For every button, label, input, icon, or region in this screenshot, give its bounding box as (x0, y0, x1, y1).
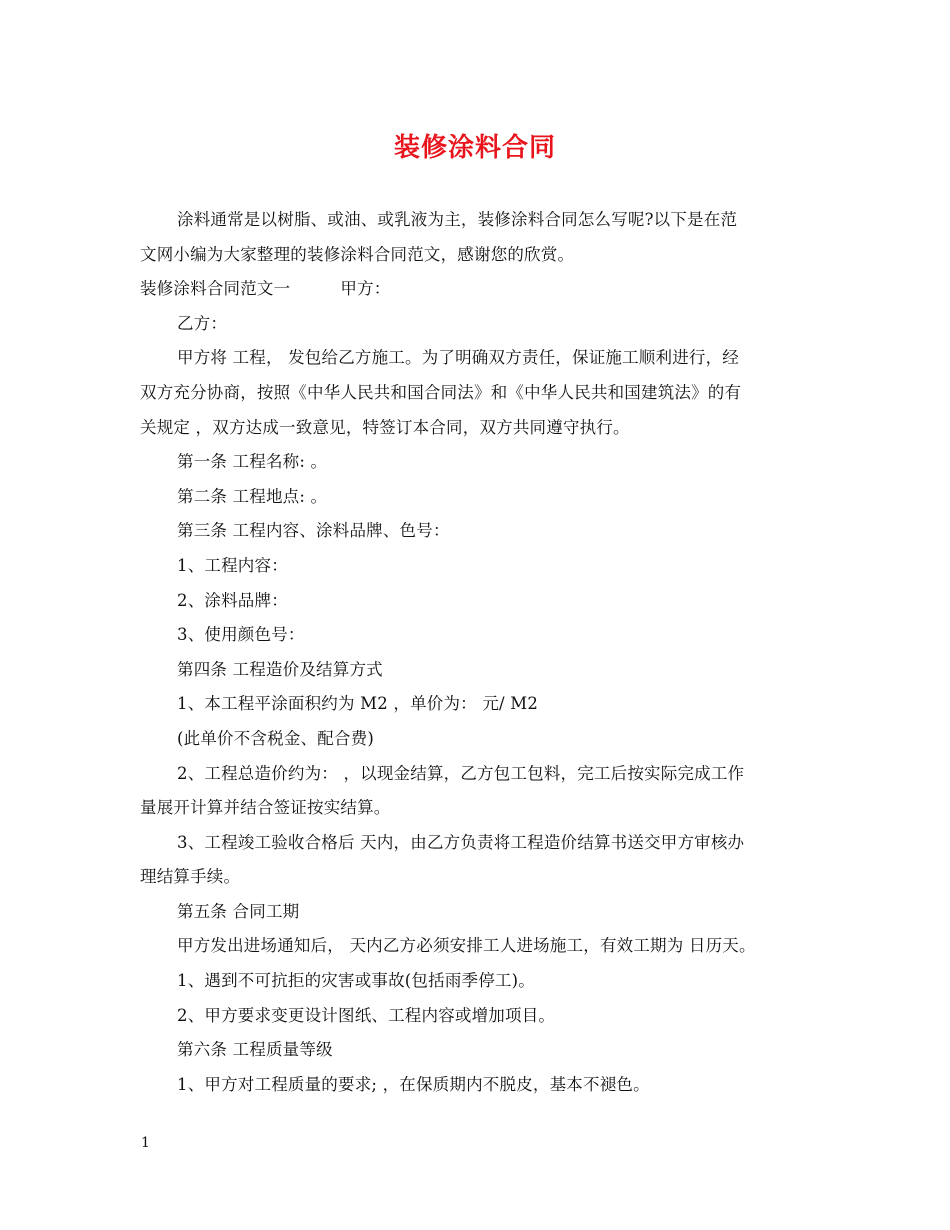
paragraph-line: 文网小编为大家整理的装修涂料合同范文，感谢您的欣赏。 (140, 244, 575, 264)
paragraph-line: 2、涂料品牌： (177, 590, 288, 610)
paragraph-line: 第四条 工程造价及结算方式 (177, 659, 383, 679)
paragraph-line: 第二条 工程地点: 。 (177, 486, 328, 506)
paragraph-line: 1、工程内容： (177, 555, 288, 575)
paragraph-line: 装修涂料合同范文一 甲方： (140, 279, 391, 299)
paragraph-line: 第五条 合同工期 (177, 901, 300, 921)
document-title: 装修涂料合同 (393, 133, 556, 163)
document-body (140, 203, 830, 1102)
paragraph-line: 甲方发出进场通知后， 天内乙方必须安排工人进场施工，有效工期为 日历天。 (177, 936, 756, 956)
paragraph-line: 甲方将 工程， 发包给乙方施工。为了明确双方责任，保证施工顺利进行，经 (177, 348, 739, 368)
paragraph-line: 双方充分协商，按照《中华人民共和国合同法》和《中华人民共和国建筑法》的有 (140, 382, 742, 402)
paragraph-line: 涂料通常是以树脂、或油、或乳液为主，装修涂料合同怎么写呢?以下是在范 (177, 210, 738, 229)
paragraph-line: 1、遇到不可抗拒的灾害或事故(包括雨季停工)。 (177, 971, 535, 991)
paragraph-line: 1、本工程平涂面积约为 M2 ，单价为： 元/ M2 (177, 694, 539, 714)
paragraph-line: 第六条 工程质量等级 (177, 1040, 333, 1060)
paragraph-line: 第一条 工程名称: 。 (177, 452, 328, 472)
paragraph-line: 3、使用颜色号： (177, 625, 305, 645)
page-number: 1 (141, 1135, 150, 1151)
paragraph-line: 关规定 ，双方达成一致意见，特签订本合同，双方共同遵守执行。 (140, 417, 630, 437)
paragraph-line: 第三条 工程内容、涂料品牌、色号： (177, 521, 450, 541)
paragraph-line: 1、甲方对工程质量的要求; ，在保质期内不脱皮，基本不褪色。 (177, 1074, 650, 1094)
paragraph-line: (此单价不含税金、配合费) (177, 728, 374, 748)
paragraph-line: 3、工程竣工验收合格后 天内，由乙方负责将工程造价结算书送交甲方审核办 (177, 832, 745, 852)
paragraph-line: 理结算手续。 (140, 867, 241, 887)
paragraph-line: 乙方： (177, 313, 228, 333)
paragraph-line: 量展开计算并结合签证按实结算。 (140, 798, 391, 818)
paragraph-line: 2、甲方要求变更设计图纸、工程内容或增加项目。 (177, 1005, 556, 1025)
paragraph-line: 2、工程总造价约为： ，以现金结算，乙方包工包料，完工后按实际完成工作 (177, 763, 745, 783)
